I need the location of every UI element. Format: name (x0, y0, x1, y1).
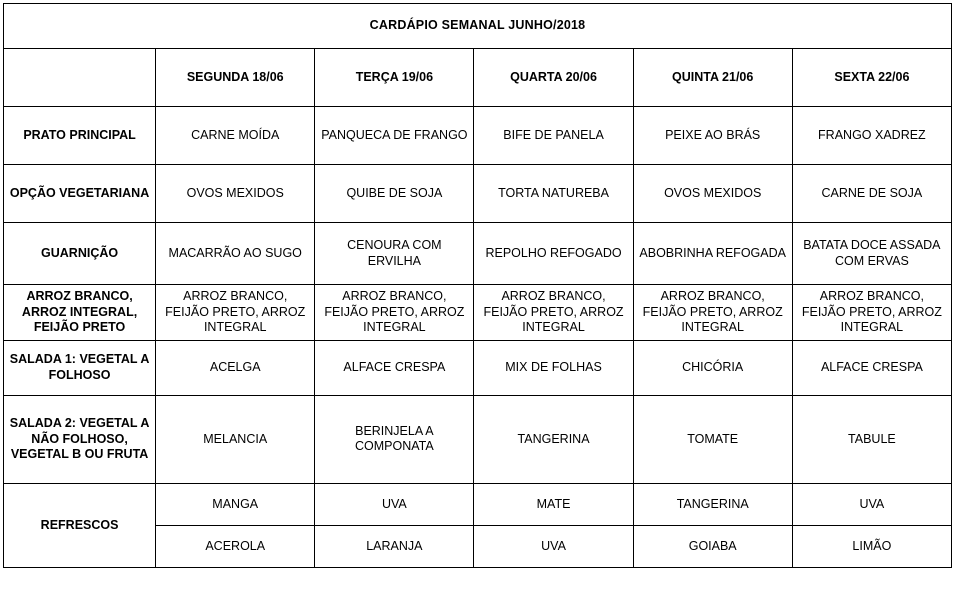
row-label-opcao-vegetariana: OPÇÃO VEGETARIANA (4, 165, 156, 223)
cell-refresco1-friday: UVA (792, 483, 951, 525)
row-label-prato-principal: PRATO PRINCIPAL (4, 107, 156, 165)
table-row (4, 223, 952, 285)
cell-refresco2-friday: LIMÃO (792, 525, 951, 567)
cell-arroz-monday: ARROZ BRANCO, FEIJÃO PRETO, ARROZ INTEGRAL (156, 285, 315, 341)
cell-refresco1-wednesday: MATE (474, 483, 633, 525)
cell-salada1-monday: ACELGA (156, 340, 315, 395)
row-label-refrescos: REFRESCOS (4, 483, 156, 567)
weekly-menu-table (3, 3, 952, 568)
cell-prato-tuesday: PANQUECA DE FRANGO (315, 107, 474, 165)
row-label-guarnicao: GUARNIÇÃO (4, 223, 156, 285)
cell-vegetariana-monday: OVOS MEXIDOS (156, 165, 315, 223)
cell-guarnicao-monday: MACARRÃO AO SUGO (156, 223, 315, 285)
day-header-thursday: QUINTA 21/06 (633, 49, 792, 107)
table-row (4, 340, 952, 395)
cell-prato-thursday: PEIXE AO BRÁS (633, 107, 792, 165)
cell-guarnicao-friday: BATATA DOCE ASSADA COM ERVAS (792, 223, 951, 285)
cell-refresco1-thursday: TANGERINA (633, 483, 792, 525)
day-header-wednesday: QUARTA 20/06 (474, 49, 633, 107)
menu-page (0, 3, 955, 593)
table-row (4, 483, 952, 525)
cell-refresco2-monday: ACEROLA (156, 525, 315, 567)
table-row (4, 107, 952, 165)
table-row (4, 395, 952, 483)
cell-arroz-thursday: ARROZ BRANCO, FEIJÃO PRETO, ARROZ INTEGRAL (633, 285, 792, 341)
cell-salada2-tuesday: BERINJELA A COMPONATA (315, 395, 474, 483)
cell-arroz-wednesday: ARROZ BRANCO, FEIJÃO PRETO, ARROZ INTEGRAL (474, 285, 633, 341)
cell-refresco1-tuesday: UVA (315, 483, 474, 525)
row-label-salada-2: SALADA 2: VEGETAL A NÃO FOLHOSO, VEGETAL B OU FRUTA (4, 395, 156, 483)
table-header-row (4, 49, 952, 107)
table-row (4, 285, 952, 341)
table-title-row (4, 4, 952, 49)
cell-guarnicao-wednesday: REPOLHO REFOGADO (474, 223, 633, 285)
cell-prato-monday: CARNE MOÍDA (156, 107, 315, 165)
cell-salada2-wednesday: TANGERINA (474, 395, 633, 483)
cell-salada1-tuesday: ALFACE CRESPA (315, 340, 474, 395)
day-header-monday: SEGUNDA 18/06 (156, 49, 315, 107)
cell-refresco2-thursday: GOIABA (633, 525, 792, 567)
cell-vegetariana-wednesday: TORTA NATUREBA (474, 165, 633, 223)
cell-refresco1-monday: MANGA (156, 483, 315, 525)
row-label-salada-1: SALADA 1: VEGETAL A FOLHOSO (4, 340, 156, 395)
cell-arroz-friday: ARROZ BRANCO, FEIJÃO PRETO, ARROZ INTEGRAL (792, 285, 951, 341)
cell-salada2-friday: TABULE (792, 395, 951, 483)
cell-arroz-tuesday: ARROZ BRANCO, FEIJÃO PRETO, ARROZ INTEGRAL (315, 285, 474, 341)
cell-refresco2-wednesday: UVA (474, 525, 633, 567)
row-label-arroz-feijao: ARROZ BRANCO, ARROZ INTEGRAL, FEIJÃO PRETO (4, 285, 156, 341)
cell-salada1-wednesday: MIX DE FOLHAS (474, 340, 633, 395)
cell-vegetariana-tuesday: QUIBE DE SOJA (315, 165, 474, 223)
cell-prato-friday: FRANGO XADREZ (792, 107, 951, 165)
cell-salada2-monday: MELANCIA (156, 395, 315, 483)
day-header-friday: SEXTA 22/06 (792, 49, 951, 107)
cell-guarnicao-tuesday: CENOURA COM ERVILHA (315, 223, 474, 285)
page-title: CARDÁPIO SEMANAL JUNHO/2018 (4, 4, 952, 49)
cell-prato-wednesday: BIFE DE PANELA (474, 107, 633, 165)
cell-salada2-thursday: TOMATE (633, 395, 792, 483)
cell-salada1-thursday: CHICÓRIA (633, 340, 792, 395)
table-row (4, 165, 952, 223)
cell-salada1-friday: ALFACE CRESPA (792, 340, 951, 395)
header-corner-cell (4, 49, 156, 107)
cell-refresco2-tuesday: LARANJA (315, 525, 474, 567)
day-header-tuesday: TERÇA 19/06 (315, 49, 474, 107)
cell-guarnicao-thursday: ABOBRINHA REFOGADA (633, 223, 792, 285)
cell-vegetariana-thursday: OVOS MEXIDOS (633, 165, 792, 223)
cell-vegetariana-friday: CARNE DE SOJA (792, 165, 951, 223)
